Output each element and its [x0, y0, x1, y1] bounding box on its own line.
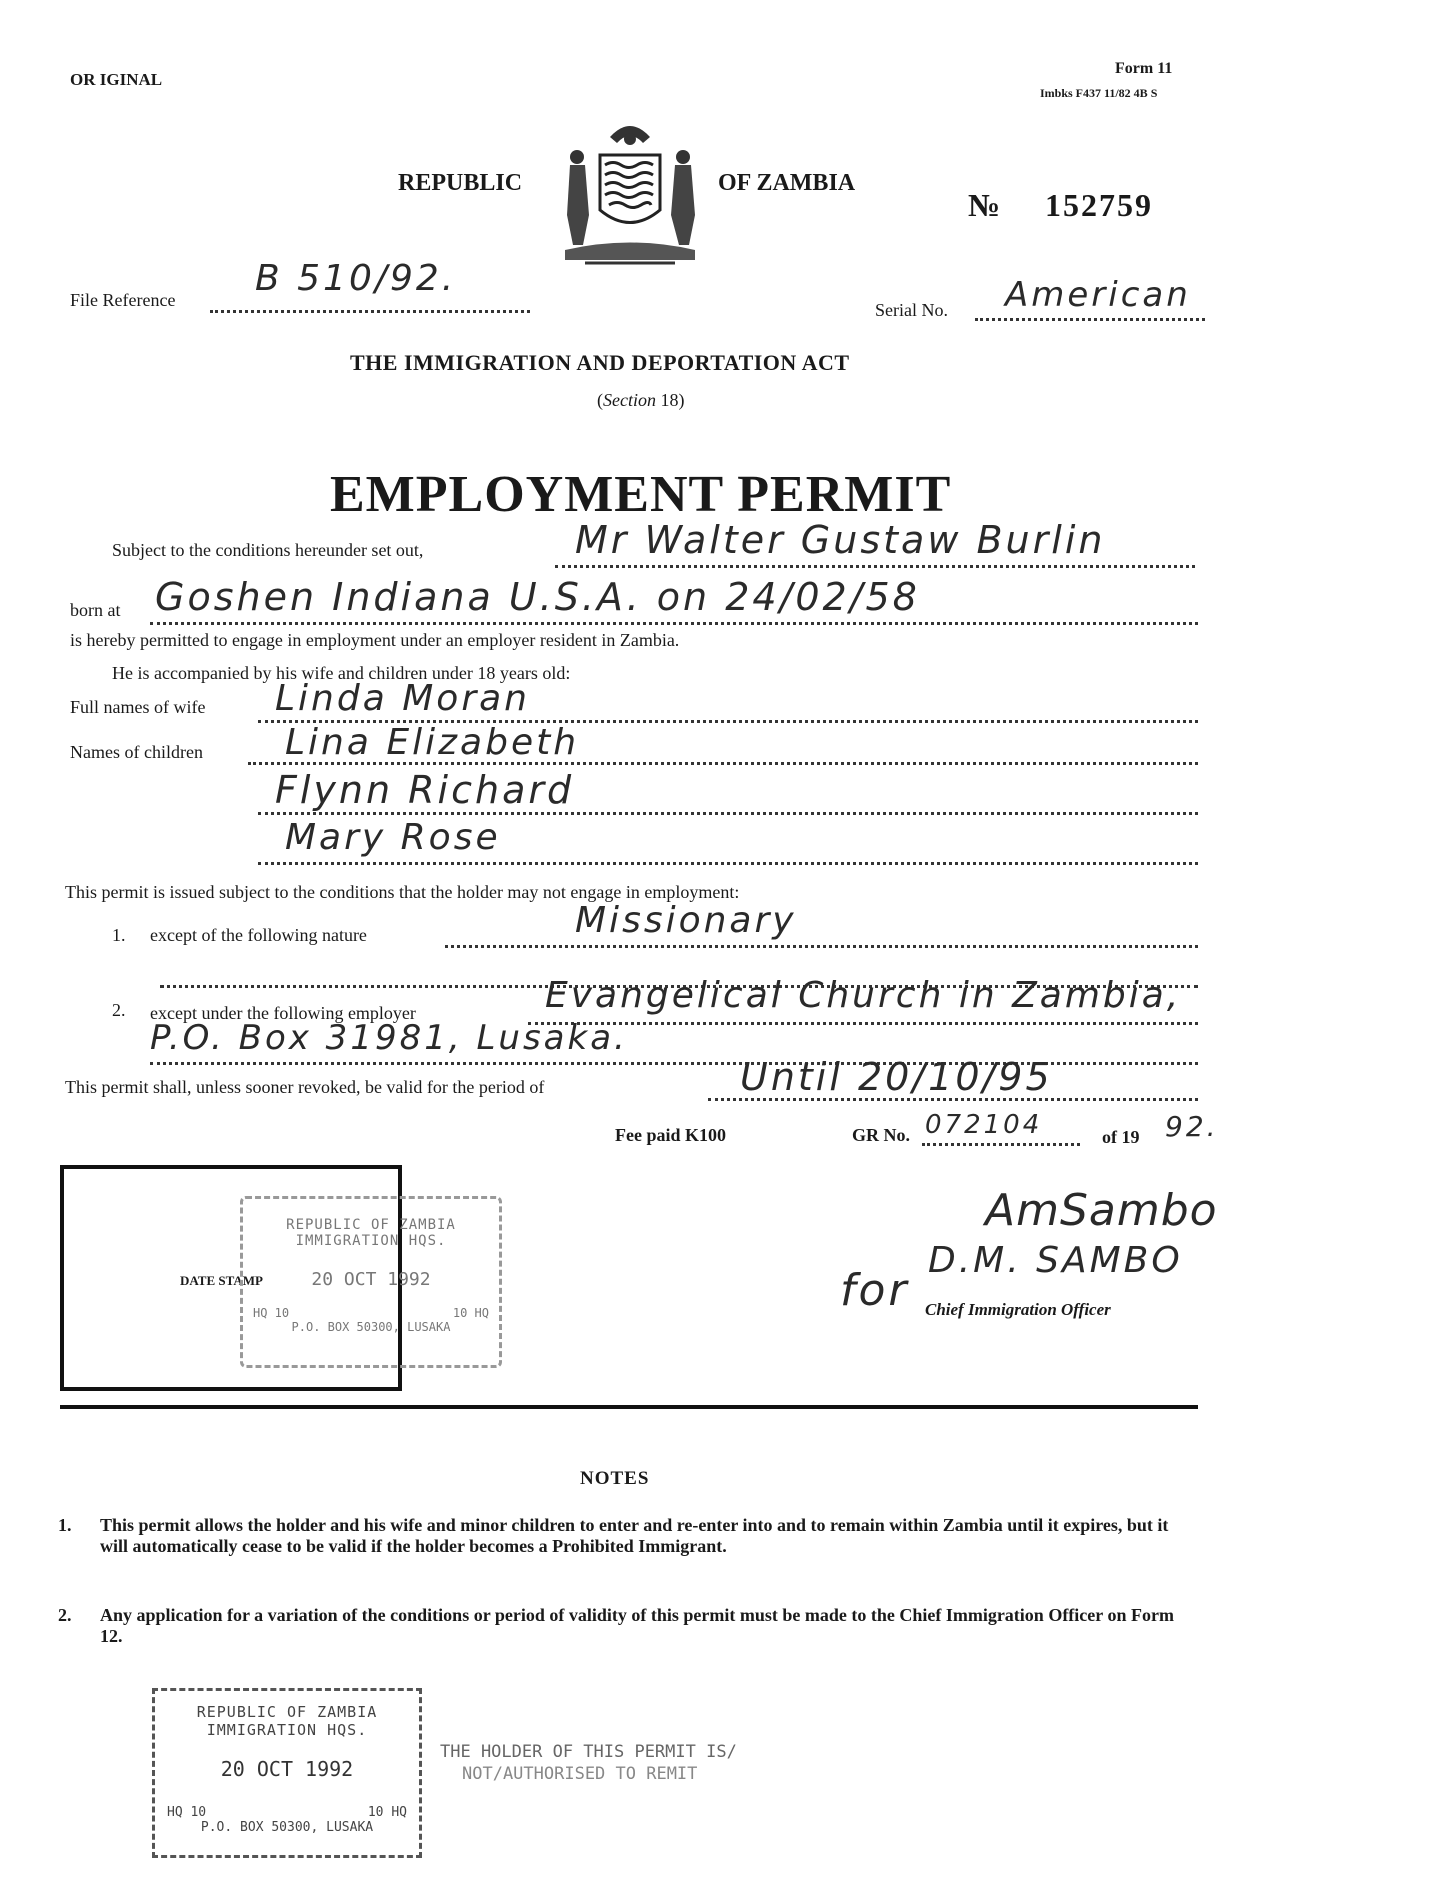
bottom-stamp-date: 20 OCT 1992: [220, 1757, 354, 1781]
condition2-label: except under the following employer: [150, 1003, 416, 1023]
child-name: Mary Rose: [285, 817, 501, 858]
date-stamp-impression: [240, 1196, 502, 1368]
permit-number: 152759: [1045, 187, 1153, 223]
bottom-stamp-side-line1: THE HOLDER OF THIS PERMIT IS/: [440, 1742, 737, 1762]
form-number: Form 11: [1115, 60, 1173, 77]
act-title: THE IMMIGRATION AND DEPORTATION ACT: [350, 350, 850, 375]
note-text: This permit allows the holder and his wife and minor children to enter and re-enter into and to remain within Zambia until it expires, but it will automatically cease to be valid if the holder becomes a Prohibited Immigrant.: [100, 1515, 1169, 1556]
note-number: 2.: [58, 1605, 72, 1625]
signatory-title: Chief Immigration Officer: [925, 1300, 1111, 1319]
file-reference-label: File Reference: [70, 290, 176, 310]
born-label: born at: [70, 600, 121, 620]
bottom-stamp-line1: REPUBLIC OF ZAMBIA: [196, 1703, 378, 1721]
bottom-stamp-left-code: HQ 10: [167, 1805, 207, 1820]
condition1-label: except of the following nature: [150, 925, 367, 945]
permit-number-prefix: №: [968, 187, 1001, 223]
gr-label: GR No.: [852, 1125, 910, 1145]
condition1-num: 1.: [112, 925, 126, 945]
wife-value: Linda Moran: [275, 678, 530, 719]
bottom-stamp-address: P.O. BOX 50300, LUSAKA: [200, 1820, 374, 1835]
stamp-right-code: 10 HQ: [452, 1306, 489, 1320]
born-value: Goshen Indiana U.S.A. on 24/02/58: [155, 575, 920, 619]
bottom-stamp-line2: IMMIGRATION HQS.: [206, 1721, 368, 1739]
bottom-stamp: [152, 1688, 422, 1858]
stamp-address: P.O. BOX 50300, LUSAKA: [291, 1320, 451, 1334]
signatory-name: D.M. SAMBO: [928, 1240, 1183, 1281]
validity-label: This permit shall, unless sooner revoked, be valid for the period of: [65, 1077, 545, 1097]
stamp-date: 20 OCT 1992: [311, 1269, 431, 1290]
original-label: OR IGINAL: [70, 70, 163, 89]
accompanied-text: He is accompanied by his wife and children under 18 years old:: [112, 663, 571, 683]
year-value: 92.: [1165, 1110, 1219, 1143]
date-stamp-label: DATE STAMP: [180, 1273, 263, 1288]
child-name: Flynn Richard: [275, 768, 575, 812]
signature-for: for: [840, 1265, 910, 1316]
condition2-num: 2.: [112, 1000, 126, 1020]
coat-of-arms-icon: [555, 115, 705, 270]
validity-value: Until 20/10/95: [740, 1055, 1053, 1099]
act-section-number: 18: [660, 390, 679, 410]
republic-right-text: OF ZAMBIA: [718, 170, 856, 196]
bottom-stamp-side-line2: NOT/AUTHORISED TO REMIT: [462, 1764, 698, 1784]
permitted-text: is hereby permitted to engage in employment under an employer resident in Zambia.: [70, 630, 680, 650]
fee-label: Fee paid K100: [615, 1125, 726, 1145]
note-text: Any application for a variation of the conditions or period of validity of this permit must be made to the Chief Immigration Officer on Form 12.: [100, 1605, 1174, 1646]
form-code: Imbks F437 11/82 4B S: [1040, 86, 1158, 100]
year-label: of 19: [1102, 1127, 1140, 1147]
stamp-left-code: HQ 10: [253, 1306, 290, 1320]
children-label: Names of children: [70, 742, 203, 762]
gr-value: 072104: [925, 1110, 1043, 1140]
holder-name: Mr Walter Gustaw Burlin: [575, 518, 1106, 562]
condition2-value: Evangelical Church in Zambia,: [545, 975, 1182, 1016]
permit-title: EMPLOYMENT PERMIT: [330, 466, 952, 523]
notes-heading: NOTES: [580, 1468, 650, 1489]
file-reference-value: B 510/92.: [255, 258, 457, 299]
child-name: Lina Elizabeth: [285, 722, 580, 763]
republic-left-text: REPUBLIC: [398, 170, 523, 196]
subject-label: Subject to the conditions hereunder set out,: [112, 540, 424, 560]
act-section: (Section 18): [597, 390, 685, 410]
separator-line: [60, 1405, 1198, 1409]
condition2-address: P.O. Box 31981, Lusaka.: [150, 1018, 628, 1058]
act-section-word: Section: [603, 390, 656, 410]
note-number: 1.: [58, 1515, 72, 1535]
conditions-intro: This permit is issued subject to the conditions that the holder may not engage in employment:: [65, 882, 740, 902]
condition1-value: Missionary: [575, 900, 797, 941]
stamp-line1: REPUBLIC OF ZAMBIA: [286, 1217, 456, 1233]
stamp-line2: IMMIGRATION HQS.: [295, 1233, 447, 1249]
serial-value: American: [1005, 275, 1191, 315]
signature: AmSambo: [985, 1185, 1218, 1236]
wife-label: Full names of wife: [70, 697, 206, 717]
serial-label: Serial No.: [875, 300, 948, 320]
bottom-stamp-right-code: 10 HQ: [367, 1805, 407, 1820]
